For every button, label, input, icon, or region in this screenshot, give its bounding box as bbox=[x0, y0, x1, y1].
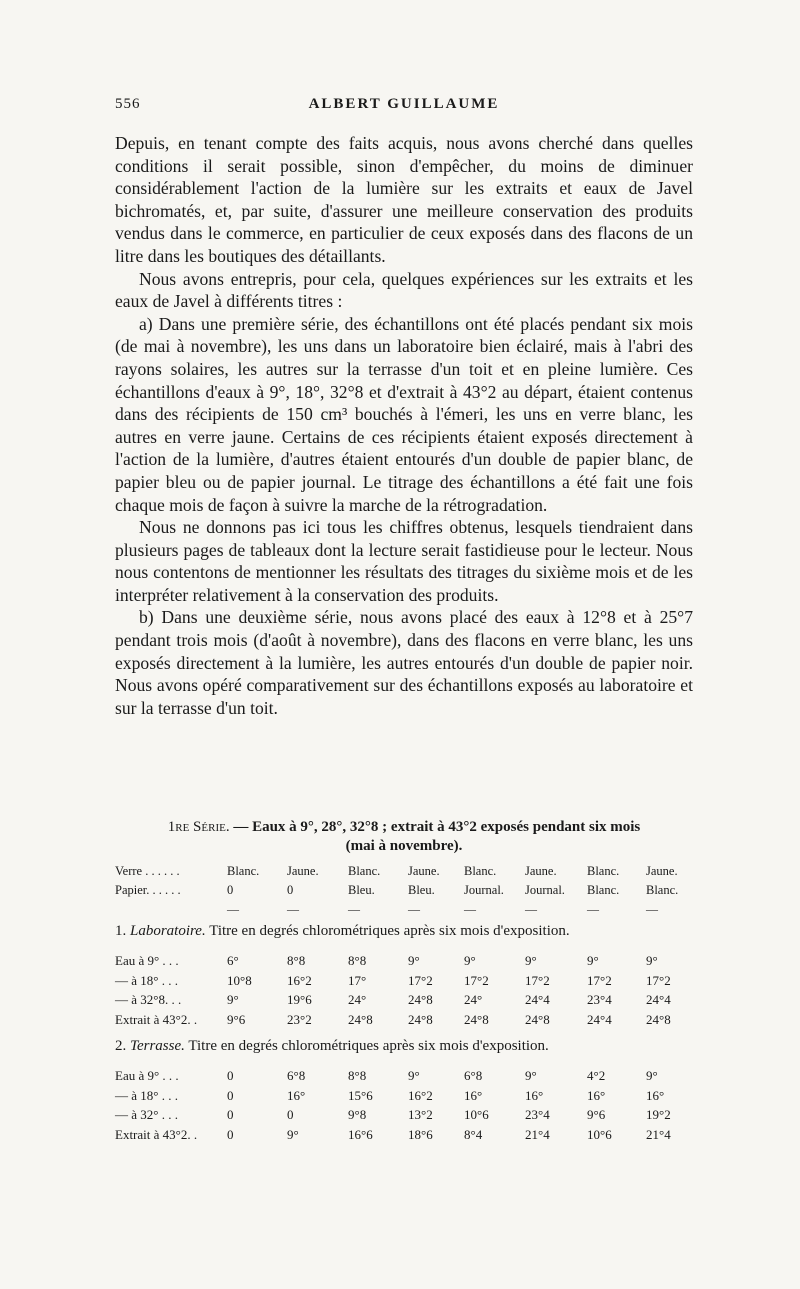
table-cell: 9° bbox=[287, 1126, 299, 1142]
section1-caption bbox=[115, 922, 693, 941]
papier-cell: Journal. bbox=[464, 883, 504, 897]
verre-cell: Blanc. bbox=[348, 864, 381, 878]
running-head: ALBERT GUILLAUME bbox=[308, 96, 500, 112]
paragraph: a) Dans une première série, des échantillons ont été placés pendant six mois (de mai à novembre), les uns dans un laboratoire bien éclairé, mais à l'abri des rayons solaires, les autres sur la terrasse d'un toit et en pleine lumière. Ces échantillons d'eaux à 9°, 18°, 32°8 et d'extrait à 43°2 au départ, étaient contenus dans des récipients de 150 cm³ bouchés à l'émeri, les uns en verre blanc, les autres en verre jaune. Certains de ces récipients étaient exposés directement à l'action de la lumière, d'autres étaient entourés d'un double de papier blanc, de papier bleu ou de papier journal. Le titrage des échantillons a été fait une fois chaque mois de façon à suivre la marche de la rétrogradation. bbox=[115, 313, 693, 515]
verre-cell: Jaune. bbox=[287, 864, 319, 878]
table-cell: 24°8 bbox=[464, 1011, 489, 1027]
series-title bbox=[115, 818, 693, 856]
dash: — bbox=[646, 902, 658, 916]
table-cell: 24°4 bbox=[646, 992, 671, 1007]
table-cell: 16°2 bbox=[408, 1087, 433, 1103]
dash: — bbox=[287, 902, 299, 916]
table-cell: 16°2 bbox=[287, 972, 312, 988]
body-text bbox=[115, 132, 693, 719]
row-label: Extrait à 43°2. . bbox=[115, 1126, 198, 1142]
table-cell: 16° bbox=[464, 1087, 483, 1103]
series-label: 1re Série. bbox=[167, 819, 230, 835]
table-row bbox=[115, 1086, 693, 1106]
row-label: Eau à 9° . . . bbox=[115, 953, 179, 968]
section-caption-text: Titre en degrés chlorométriques après six mois d'exposition. bbox=[188, 1038, 549, 1054]
table-cell: 23°2 bbox=[287, 1011, 312, 1027]
table-cell: 17°2 bbox=[646, 972, 671, 988]
table-cell: 0 bbox=[287, 1107, 294, 1122]
table-cell: 9° bbox=[227, 992, 239, 1007]
table-cell: 16° bbox=[587, 1087, 606, 1103]
table-cell: 24°8 bbox=[646, 1011, 671, 1027]
table-cell: 10°6 bbox=[587, 1126, 612, 1142]
table-cell: 17°2 bbox=[408, 972, 433, 988]
papier-cell: Journal. bbox=[525, 883, 565, 897]
table-row bbox=[115, 1105, 693, 1125]
section-caption-text: Titre en degrés chlorométriques après six mois d'exposition. bbox=[209, 923, 570, 939]
table-cell: 17°2 bbox=[587, 972, 612, 988]
table-cell: 18°6 bbox=[408, 1126, 433, 1142]
table-cell: 15°6 bbox=[348, 1087, 373, 1103]
verre-cell: Jaune. bbox=[525, 864, 557, 878]
table-cell: 9° bbox=[646, 1068, 658, 1083]
table-cell: 0 bbox=[227, 1068, 234, 1083]
table-cell: 17°2 bbox=[464, 972, 489, 988]
table-cell: 13°2 bbox=[408, 1107, 433, 1122]
dash: — bbox=[227, 902, 239, 916]
page-number: 556 bbox=[115, 96, 141, 112]
row-label: — à 18° . . . bbox=[115, 972, 178, 988]
table-cell: 9° bbox=[408, 1068, 420, 1083]
section-place: Laboratoire. bbox=[130, 923, 206, 939]
table-cell: 9° bbox=[525, 953, 537, 968]
table-cell: 21°4 bbox=[646, 1126, 671, 1142]
papier-cell: Blanc. bbox=[646, 883, 679, 897]
page-header bbox=[115, 96, 693, 118]
table-row bbox=[115, 990, 693, 1010]
section1-table bbox=[115, 951, 693, 1029]
paragraph: b) Dans une deuxième série, nous avons placé des eaux à 12°8 et à 25°7 pendant trois mois (d'août à novembre), dans des flacons en verre blanc, les uns exposés directement à la lumière, les autres entourés d'un double de papier noir. Nous avons opéré comparativement sur des échantillons exposés au laboratoire et sur la terrasse d'un toit. bbox=[115, 607, 693, 718]
series-title-line1: — Eaux à 9°, 28°, 32°8 ; extrait à 43°2 exposés pendant six mois bbox=[233, 819, 641, 835]
table-cell: 24° bbox=[464, 992, 483, 1007]
table-header bbox=[115, 862, 693, 900]
dash: — bbox=[464, 902, 476, 916]
papier-cell: Bleu. bbox=[408, 883, 435, 897]
table-cell: 6° bbox=[227, 953, 239, 968]
table-cell: 9°8 bbox=[348, 1107, 367, 1122]
series-title-line2: (mai à novembre). bbox=[345, 838, 463, 854]
verre-cell: Jaune. bbox=[408, 864, 440, 878]
table-cell: 0 bbox=[227, 1126, 234, 1142]
row-label: Extrait à 43°2. . bbox=[115, 1011, 198, 1027]
dash: — bbox=[587, 902, 599, 916]
table-cell: 9° bbox=[464, 953, 476, 968]
table-row bbox=[115, 971, 693, 991]
table-cell: 17°2 bbox=[525, 972, 550, 988]
dash: — bbox=[348, 902, 360, 916]
table-row bbox=[115, 1125, 693, 1145]
verre-row bbox=[115, 862, 693, 881]
papier-label: Papier. . . . . . bbox=[115, 883, 181, 897]
table-cell: 24°8 bbox=[348, 1011, 373, 1027]
table-cell: 6°8 bbox=[464, 1068, 483, 1083]
section2-caption bbox=[115, 1037, 693, 1056]
table-cell: 24°4 bbox=[525, 992, 550, 1007]
verre-cell: Jaune. bbox=[646, 864, 678, 878]
table-cell: 0 bbox=[227, 1107, 234, 1122]
row-label: — à 32°8. . . bbox=[115, 992, 182, 1007]
table-row bbox=[115, 1010, 693, 1030]
table-cell: 24°8 bbox=[408, 1011, 433, 1027]
section2-table bbox=[115, 1066, 693, 1144]
table-cell: 24°4 bbox=[587, 1011, 612, 1027]
table-cell: 17° bbox=[348, 972, 367, 988]
dash: — bbox=[525, 902, 537, 916]
row-label: Eau à 9° . . . bbox=[115, 1068, 179, 1083]
table-cell: 4°2 bbox=[587, 1068, 606, 1083]
table-cell: 9° bbox=[646, 953, 658, 968]
table-cell: 24°8 bbox=[408, 992, 433, 1007]
table-cell: 16°6 bbox=[348, 1126, 373, 1142]
table-cell: 10°8 bbox=[227, 972, 252, 988]
section-place: Terrasse. bbox=[130, 1038, 185, 1054]
verre-cell: Blanc. bbox=[227, 864, 260, 878]
table-cell: 16° bbox=[287, 1087, 306, 1103]
section-number: 1. bbox=[115, 923, 127, 939]
table-cell: 24° bbox=[348, 992, 367, 1007]
table-cell: 6°8 bbox=[287, 1068, 306, 1083]
table-cell: 8°8 bbox=[348, 1068, 367, 1083]
row-label: — à 32° . . . bbox=[115, 1107, 178, 1122]
table-cell: 10°6 bbox=[464, 1107, 489, 1122]
verre-cell: Blanc. bbox=[587, 864, 620, 878]
dash: — bbox=[408, 902, 420, 916]
table-cell: 8°4 bbox=[464, 1126, 483, 1142]
table-cell: 19°6 bbox=[287, 992, 312, 1007]
table-cell: 9° bbox=[408, 953, 420, 968]
table-row bbox=[115, 1066, 693, 1086]
table-cell: 21°4 bbox=[525, 1126, 550, 1142]
verre-label: Verre . . . . . . bbox=[115, 864, 180, 878]
papier-cell: Blanc. bbox=[587, 883, 620, 897]
row-label: — à 18° . . . bbox=[115, 1087, 178, 1103]
papier-cell: Bleu. bbox=[348, 883, 375, 897]
papier-cell: 0 bbox=[227, 883, 234, 897]
table-row bbox=[115, 951, 693, 971]
table-cell: 23°4 bbox=[587, 992, 612, 1007]
dash-row bbox=[115, 900, 693, 919]
paragraph: Nous ne donnons pas ici tous les chiffres obtenus, lesquels tiendraient dans plusieurs pages de tableaux dont la lecture serait fastidieuse pour le lecteur. Nous nous contentons de mentionner les résultats des titrages du sixième mois et de les interpréter relativement à la conservation des produits. bbox=[115, 517, 693, 605]
papier-row bbox=[115, 881, 693, 900]
paragraph: Nous avons entrepris, pour cela, quelques expériences sur les extraits et les eaux de Javel à différents titres : bbox=[115, 268, 693, 312]
table-cell: 9°6 bbox=[587, 1107, 606, 1122]
table-cell: 16° bbox=[525, 1087, 544, 1103]
table-cell: 9° bbox=[587, 953, 599, 968]
table-cell: 23°4 bbox=[525, 1107, 550, 1122]
papier-cell: 0 bbox=[287, 883, 294, 897]
table-cell: 8°8 bbox=[348, 953, 367, 968]
table-cell: 8°8 bbox=[287, 953, 306, 968]
table-cell: 16° bbox=[646, 1087, 665, 1103]
dash-row-inner bbox=[115, 900, 693, 919]
table-cell: 9°6 bbox=[227, 1011, 246, 1027]
table-cell: 0 bbox=[227, 1087, 234, 1103]
table-cell: 9° bbox=[525, 1068, 537, 1083]
paragraph: Depuis, en tenant compte des faits acquis, nous avons cherché dans quelles conditions il serait possible, sinon d'empêcher, du moins de diminuer considérablement l'action de la lumière sur les extraits et eaux de Javel bichromatés, et, par suite, d'assurer une meilleure conservation des produits vendus dans le commerce, en particulier de ceux exposés dans des flacons de un litre dans les boutiques des détaillants. bbox=[115, 133, 693, 266]
verre-cell: Blanc. bbox=[464, 864, 497, 878]
table-cell: 19°2 bbox=[646, 1107, 671, 1122]
section-number: 2. bbox=[115, 1038, 127, 1054]
table-cell: 24°8 bbox=[525, 1011, 550, 1027]
